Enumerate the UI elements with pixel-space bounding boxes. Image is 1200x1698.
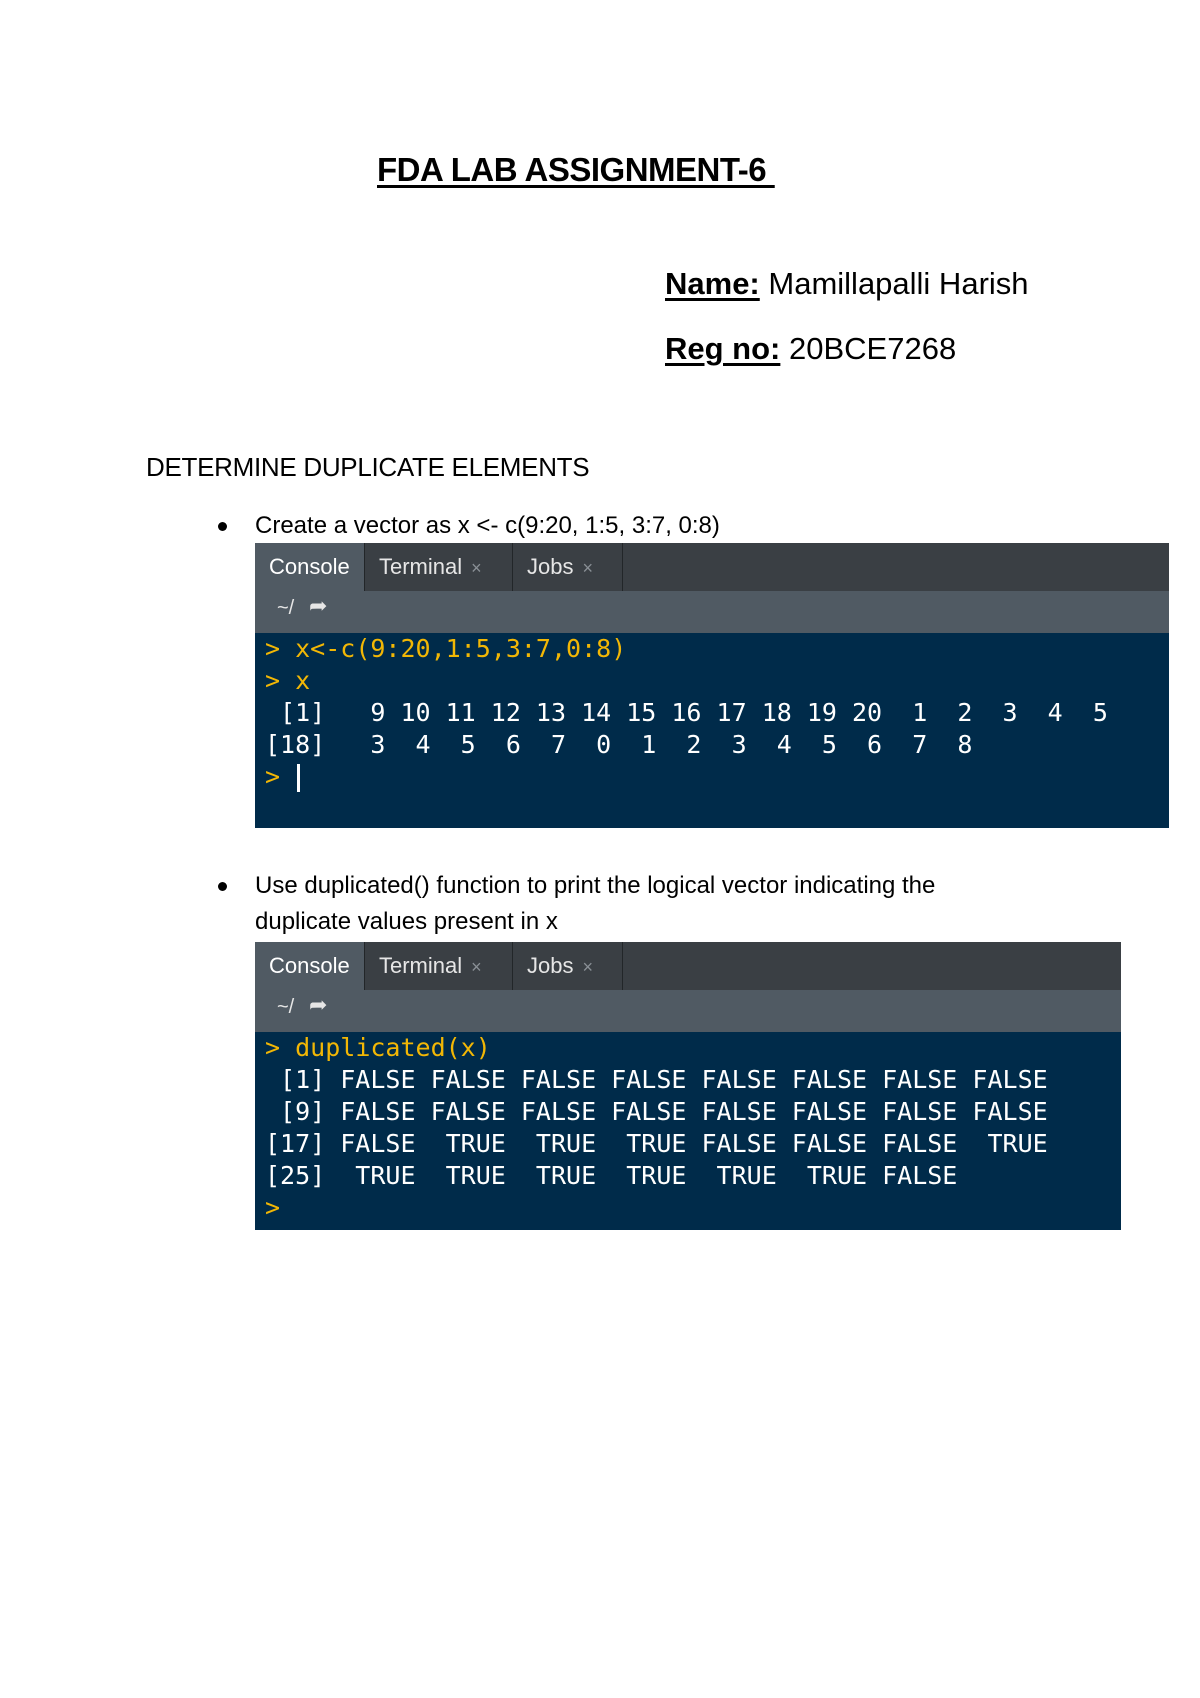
console-screenshot-1 (255, 543, 1169, 828)
console-path-bar (255, 591, 1169, 633)
bullet-text-line-1: Use duplicated() function to print the logical vector indicating the (255, 872, 936, 899)
registration-number (665, 331, 956, 367)
bullet-text (255, 868, 935, 940)
tab-console[interactable] (255, 543, 365, 591)
console-tabbar (255, 543, 1169, 592)
tab-jobs-label: Jobs (527, 953, 574, 978)
prompt: > (265, 666, 281, 695)
tab-terminal[interactable] (365, 942, 513, 990)
section-heading: DETERMINE DUPLICATE ELEMENTS (146, 452, 590, 482)
go-to-directory-icon[interactable]: ➦ (309, 992, 328, 1017)
tab-terminal[interactable] (365, 543, 513, 591)
go-to-directory-icon[interactable]: ➦ (309, 593, 328, 618)
prompt: > (265, 762, 281, 791)
close-icon[interactable]: × (471, 957, 482, 977)
output-line: [17] FALSE TRUE TRUE TRUE FALSE FALSE FALSE TRUE (265, 1129, 1048, 1158)
bullet-icon (218, 882, 227, 891)
close-icon[interactable]: × (582, 558, 593, 578)
output-line: [9] FALSE FALSE FALSE FALSE FALSE FALSE FALSE FALSE (265, 1097, 1048, 1126)
console-screenshot-2 (255, 942, 1121, 1230)
command-line (265, 666, 310, 695)
name-value: Mamillapalli Harish (768, 266, 1029, 301)
tab-console[interactable] (255, 942, 365, 990)
name-label: Name: (665, 266, 760, 301)
output-line: [25] TRUE TRUE TRUE TRUE TRUE TRUE FALSE (265, 1161, 958, 1190)
console-output (265, 633, 1108, 793)
tab-jobs[interactable] (513, 942, 623, 990)
output-line: [18] 3 4 5 6 7 0 1 2 3 4 5 6 7 8 (265, 730, 973, 759)
command-line[interactable] (265, 1193, 280, 1222)
command-line[interactable] (265, 762, 300, 791)
prompt: > (265, 1033, 281, 1062)
working-directory: ~/ (277, 597, 295, 619)
tab-jobs-label: Jobs (527, 554, 574, 579)
output-line: [1] 9 10 11 12 13 14 15 16 17 18 19 20 1 2 3 4 5 (265, 698, 1108, 727)
bullet-icon (218, 522, 227, 531)
tab-console-label: Console (269, 554, 350, 579)
bullet-text-line-2: duplicate values present in x (255, 908, 558, 935)
console-output (265, 1032, 1048, 1224)
tab-jobs[interactable] (513, 543, 623, 591)
bullet-text: Create a vector as x <- c(9:20, 1:5, 3:7, 0:8) (255, 512, 720, 539)
tab-console-label: Console (269, 953, 350, 978)
console-path-bar (255, 990, 1121, 1032)
command-text: x (280, 666, 311, 695)
working-directory: ~/ (277, 996, 295, 1018)
tab-terminal-label: Terminal (379, 554, 463, 579)
reg-value: 20BCE7268 (789, 331, 957, 366)
command-line (265, 1033, 491, 1062)
close-icon[interactable]: × (582, 957, 593, 977)
student-name (665, 266, 1029, 302)
reg-label: Reg no: (665, 331, 781, 366)
command-line (265, 634, 626, 663)
command-text: x<-c(9:20,1:5,3:7,0:8) (280, 634, 627, 663)
prompt: > (265, 1193, 281, 1222)
close-icon[interactable]: × (471, 558, 482, 578)
prompt: > (265, 634, 281, 663)
tab-terminal-label: Terminal (379, 953, 463, 978)
document-title: FDA LAB ASSIGNMENT-6 (377, 151, 775, 188)
command-text: duplicated(x) (280, 1033, 491, 1062)
console-tabbar (255, 942, 1121, 991)
output-line: [1] FALSE FALSE FALSE FALSE FALSE FALSE FALSE FALSE (265, 1065, 1048, 1094)
text-cursor (297, 764, 300, 792)
